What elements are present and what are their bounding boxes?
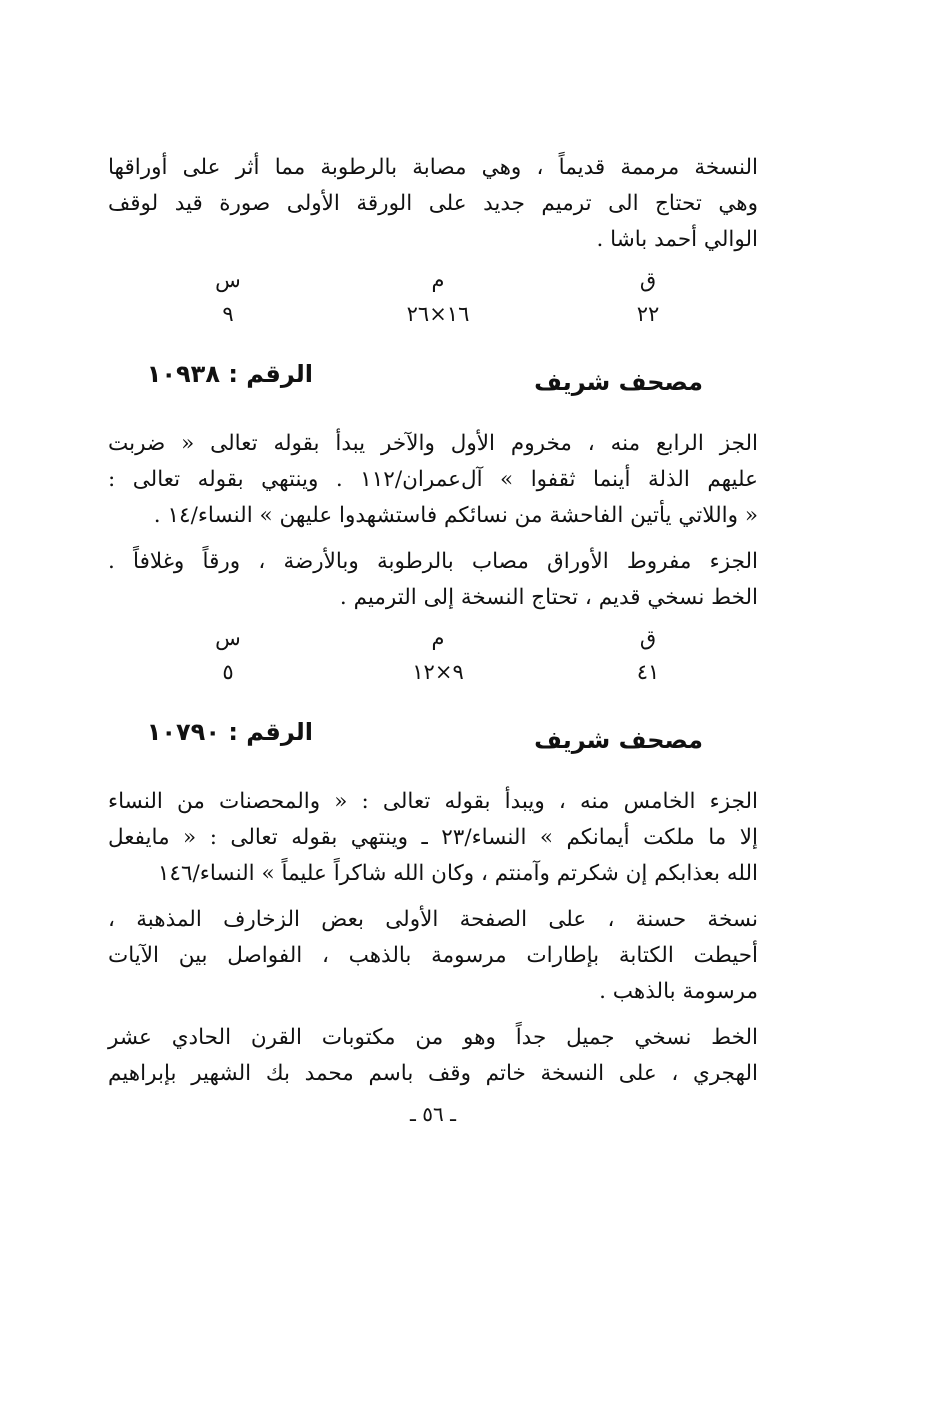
text-line: الخط نسخي جميل جداً وهو من مكتوبات القرن الحادي عشر [108,1025,758,1050]
entry-number: الرقم : ١٠٩٣٨ [146,360,313,388]
entry-paragraph [108,902,758,1010]
entry-heading [108,718,758,762]
entry-number: الرقم : ١٠٧٩٠ [146,718,313,746]
entry-paragraph [108,1020,758,1092]
entry-paragraph [108,544,758,616]
measurements-entry-1 [108,622,758,694]
entry-paragraph [108,426,758,534]
entry-title: مصحف شريف [534,368,703,396]
measure-label-m: م [431,268,445,292]
measure-label-s: س [215,268,241,292]
measure-label-m: م [431,626,445,650]
text-line: نسخة حسنة ، على الصفحة الأولى بعض الزخارف المذهبة ، [108,907,759,932]
measure-label-s: س [215,626,241,650]
measure-value-q: ٢٢ [636,302,660,326]
measure-label-q: ق [639,268,657,292]
page-number: ـ ٥٦ ـ [410,1102,456,1126]
text-line: الخط نسخي قديم ، تحتاج النسخة إلى الترميم . [339,585,758,610]
document-page [108,150,758,1126]
measure-value-s: ٩ [222,302,234,326]
measure-label-q: ق [639,626,657,650]
text-line: الهجري ، على النسخة خاتم وقف باسم محمد بك الشهير بإبراهيم [108,1061,758,1086]
measure-value-q: ٤١ [636,660,660,684]
text-line: وهي تحتاج الى ترميم جديد على الورقة الأولى صورة قيد لوقف [108,191,758,216]
text-line: الوالي أحمد باشا . [596,227,758,252]
text-line: الجزء مفروط الأوراق مصاب بالرطوبة وبالأرضة ، ورقاً وغلافاً . [108,549,758,574]
measure-value-m: ٩×١٢ [412,660,464,684]
text-line: النسخة مرممة قديماً ، وهي مصابة بالرطوبة مما أثر على أوراقها [108,155,758,180]
text-line: الجز الرابع منه ، مخروم الأول والآخر يبدأ بقوله تعالى « ضربت [108,431,758,456]
entry-heading [108,360,758,404]
entry-title: مصحف شريف [534,726,703,754]
measurements-intro [108,264,758,336]
text-line: عليهم الذلة أينما ثقفوا » آل‌عمران/١١٢ . وينتهي بقوله تعالى : [108,467,758,492]
text-line: أحيطت الكتابة بإطارات مرسومة بالذهب ، الفواصل بين الآيات [108,943,758,968]
text-line: إلا ما ملكت أيمانكم » النساء/٢٣ ـ وينتهي بقوله تعالى : « مايفعل [108,825,758,850]
measure-value-m: ١٦×٢٦ [406,302,470,326]
text-line: الله بعذابكم إن شكرتم وآمنتم ، وكان الله شاكراً عليماً » النساء/١٤٦ [157,861,758,886]
text-line: الجزء الخامس منه ، ويبدأ بقوله تعالى : « والمحصنات من النساء [108,789,758,814]
measure-value-s: ٥ [222,660,234,684]
intro-paragraph [108,150,758,258]
entry-paragraph [108,784,758,892]
text-line: مرسومة بالذهب . [599,979,758,1004]
text-line: « واللاتي يأتين الفاحشة من نسائكم فاستشهدوا عليهن » النساء/١٤ . [153,503,758,528]
